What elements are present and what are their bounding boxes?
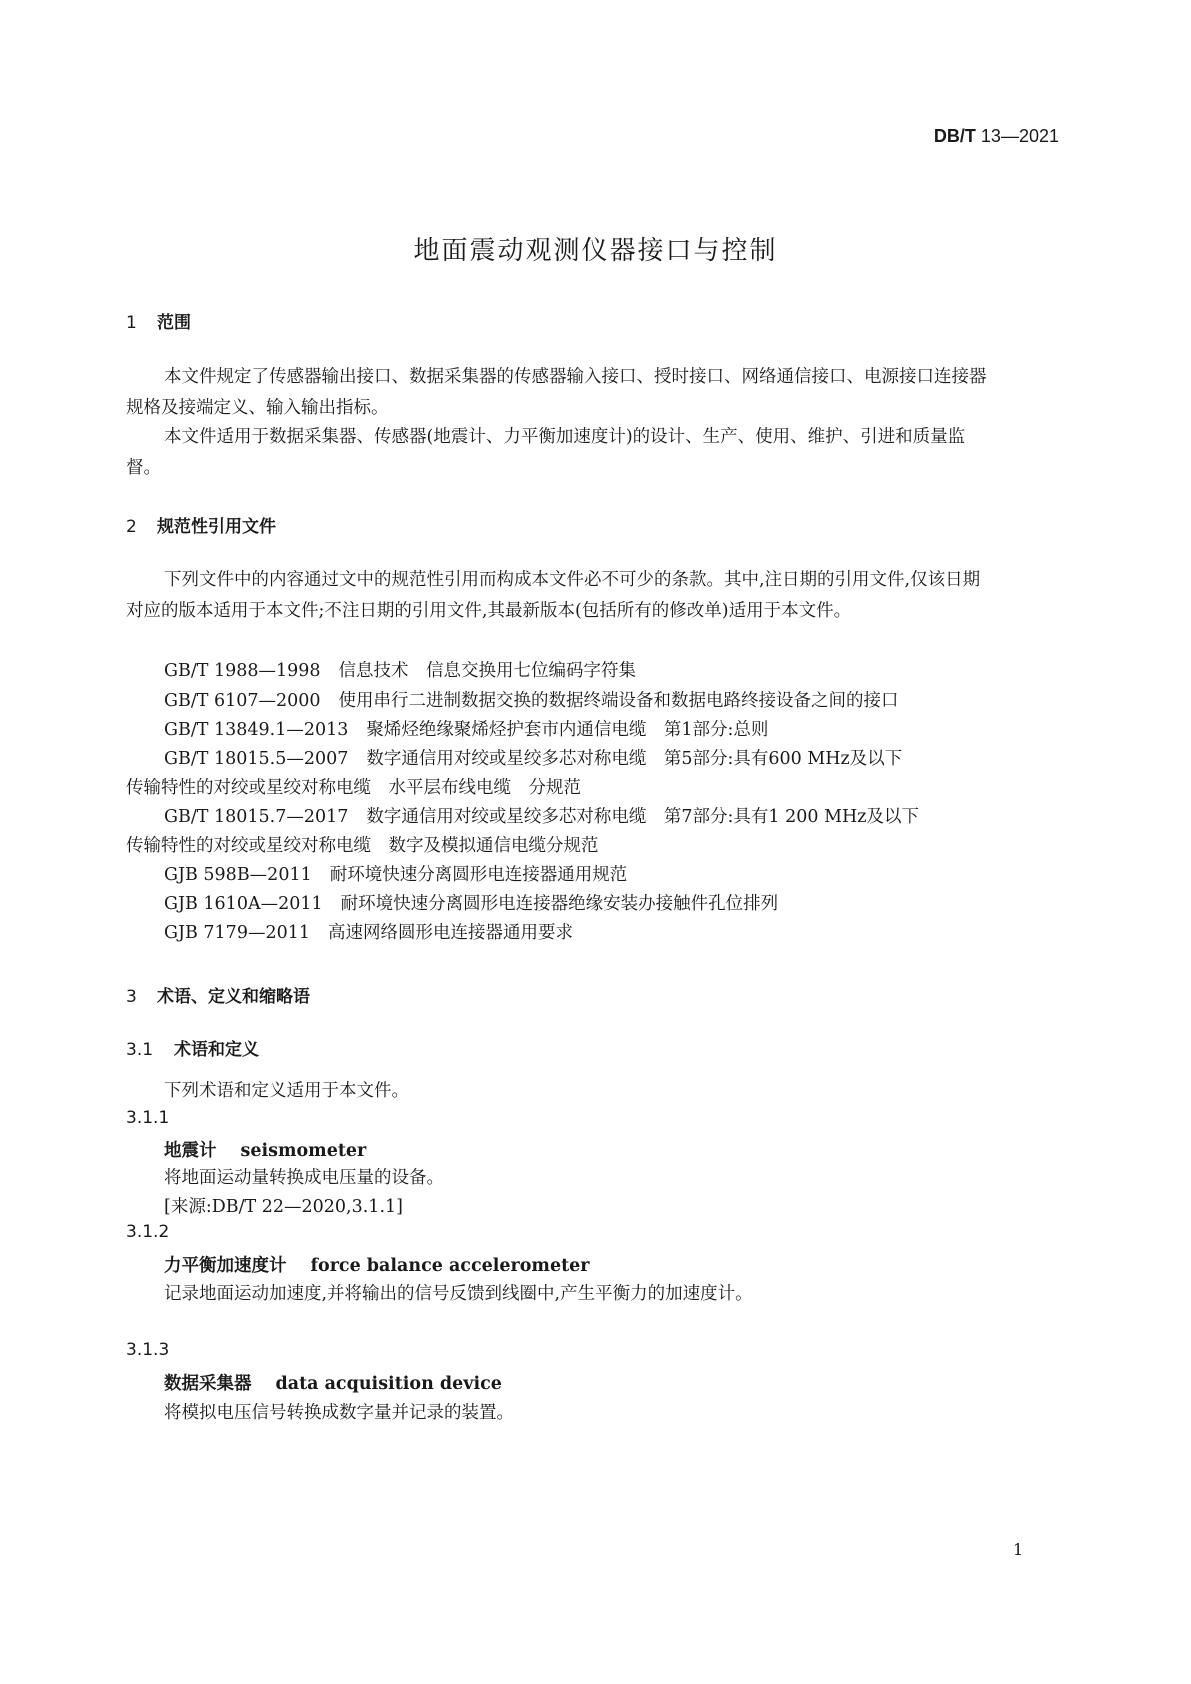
reference-title: 数字通信用对绞或星绞多芯对称电缆 第7部分:具有1 200 MHz及以下: [366, 807, 919, 827]
standard-prefix: DB/T: [933, 126, 976, 146]
reference-code: GB/T 13849.1—2013: [164, 720, 349, 740]
term-number: 3.1.2: [126, 1222, 170, 1242]
term-heading: [164, 1370, 502, 1395]
standard-number: [934, 126, 1059, 147]
reference-title: 耐环境快速分离圆形电连接器通用规范: [329, 865, 628, 885]
reference-code: GB/T 1988—1998: [164, 661, 321, 681]
reference-continuation: 传输特性的对绞或星绞对称电缆 数字及模拟通信电缆分规范: [126, 836, 599, 856]
scope-paragraph-2: 本文件适用于数据采集器、传感器(地震计、力平衡加速度计)的设计、生产、使用、维护、引进和质量监督。: [126, 427, 966, 478]
section-title: 术语、定义和缩略语: [157, 987, 310, 1007]
subsection-number: 3.1: [126, 1040, 154, 1060]
section-title: 范围: [157, 313, 191, 333]
terms-intro: 下列术语和定义适用于本文件。: [164, 1081, 409, 1101]
reference-code: GB/T 18015.5—2007: [164, 749, 349, 769]
reference-item: [164, 890, 778, 915]
term-definition: 将地面运动量转换成电压量的设备。: [164, 1168, 444, 1188]
document-title: 地面震动观测仪器接口与控制: [413, 236, 778, 266]
standard-code: 13—2021: [980, 126, 1059, 146]
reference-item: [164, 919, 573, 944]
term-chinese: 地震计: [164, 1141, 217, 1161]
reference-code: GB/T 6107—2000: [164, 691, 321, 711]
term-english: seismometer: [240, 1141, 367, 1161]
term-chinese: 力平衡加速度计: [164, 1256, 287, 1276]
section-2-heading: [126, 512, 276, 537]
reference-title: 高速网络圆形电连接器通用要求: [328, 923, 573, 943]
section-number: 2: [126, 517, 137, 537]
term-definition: 记录地面运动加速度,并将输出的信号反馈到线圈中,产生平衡力的加速度计。: [164, 1284, 753, 1304]
term-number: 3.1.1: [126, 1108, 170, 1128]
reference-item: [164, 803, 919, 828]
reference-title: 耐环境快速分离圆形电连接器绝缘安装办接触件孔位排列: [340, 894, 779, 914]
reference-title: 使用串行二进制数据交换的数据终端设备和数据电路终接设备之间的接口: [338, 691, 899, 711]
term-heading: [164, 1137, 366, 1162]
term-definition: 将模拟电压信号转换成数字量并记录的装置。: [164, 1403, 514, 1423]
reference-item: [164, 657, 636, 682]
section-title: 规范性引用文件: [157, 517, 276, 537]
scope-paragraph-1: 本文件规定了传感器输出接口、数据采集器的传感器输入接口、授时接口、网络通信接口、电源接口连接器规格及接端定义、输入输出指标。: [126, 367, 987, 418]
reference-code: GJB 1610A—2011: [164, 894, 323, 914]
reference-title: 数字通信用对绞或星绞多芯对称电缆 第5部分:具有600 MHz及以下: [366, 749, 903, 769]
reference-code: GJB 7179—2011: [164, 923, 310, 943]
term-english: data acquisition device: [275, 1374, 502, 1394]
reference-item: [164, 745, 902, 770]
page-number: 1: [1013, 1540, 1024, 1559]
section-1-heading: [126, 308, 191, 333]
reference-item: [164, 716, 768, 741]
term-chinese: 数据采集器: [164, 1374, 252, 1394]
reference-title: 聚烯烃绝缘聚烯烃护套市内通信电缆 第1部分:总则: [366, 720, 769, 740]
reference-code: GJB 598B—2011: [164, 865, 312, 885]
reference-title: 信息技术 信息交换用七位编码字符集: [338, 661, 637, 681]
reference-item: [164, 861, 627, 886]
reference-code: GB/T 18015.7—2017: [164, 807, 349, 827]
subsection-title: 术语和定义: [174, 1040, 259, 1060]
term-heading: [164, 1252, 590, 1277]
section-number: 3: [126, 987, 137, 1007]
reference-item: [164, 687, 899, 712]
section-number: 1: [126, 313, 137, 333]
references-intro: 下列文件中的内容通过文中的规范性引用而构成本文件必不可少的条款。其中,注日期的引用文件,仅该日期对应的版本适用于本文件;不注日期的引用文件,其最新版本(包括所有的修改单)适用于本文件。: [126, 570, 981, 621]
section-3-heading: [126, 982, 310, 1007]
subsection-3-1-heading: [126, 1035, 259, 1060]
term-number: 3.1.3: [126, 1340, 170, 1360]
term-english: force balance accelerometer: [310, 1256, 590, 1276]
reference-continuation: 传输特性的对绞或星绞对称电缆 水平层布线电缆 分规范: [126, 778, 581, 798]
term-source: [来源:DB/T 22—2020,3.1.1]: [164, 1197, 403, 1217]
